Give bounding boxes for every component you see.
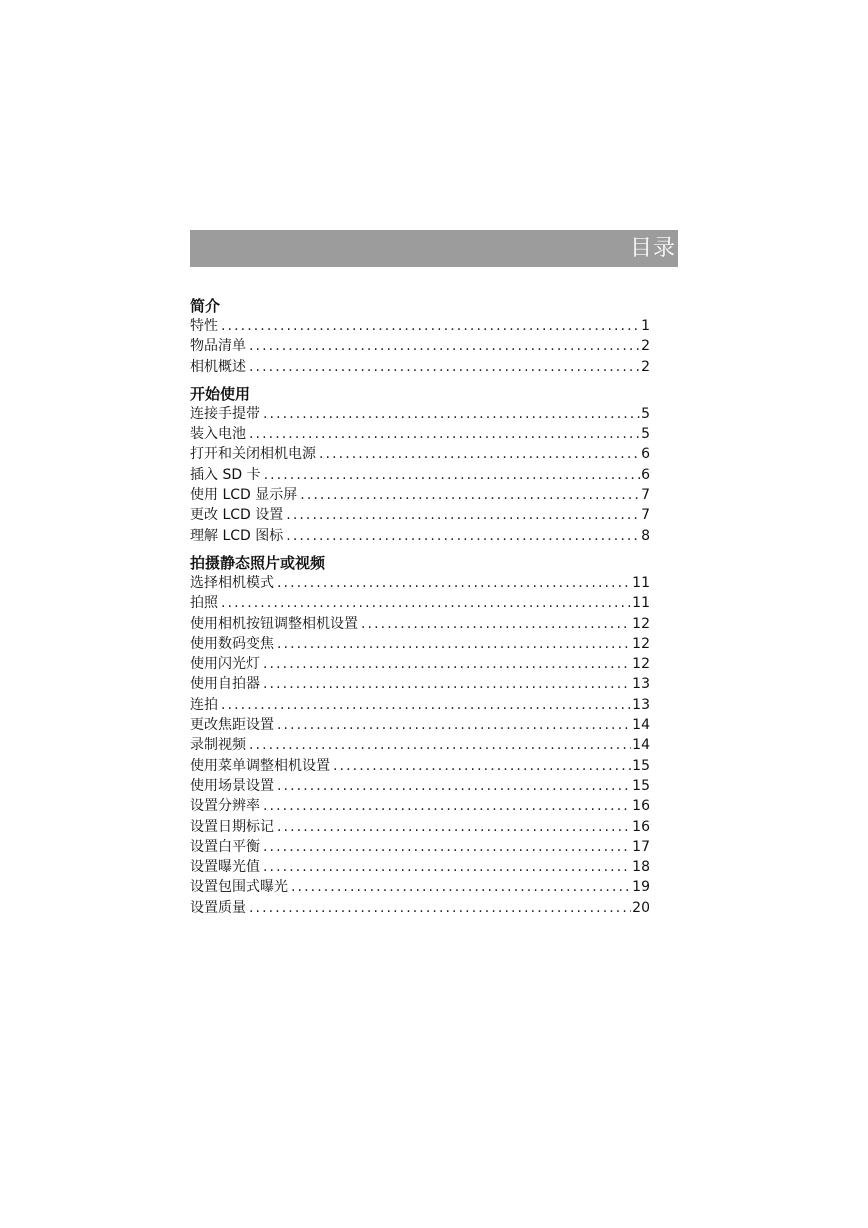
- toc-entry[interactable]: [190, 695, 650, 715]
- toc-entry[interactable]: [190, 526, 650, 546]
- toc-entry-label: 连接手提带: [190, 405, 260, 422]
- toc-entry-page-number: 6: [641, 446, 650, 463]
- toc-entry-page-number: 16: [632, 818, 650, 835]
- toc-entry-label: 连拍: [190, 696, 218, 713]
- dot-leader: [221, 695, 631, 715]
- dot-leader: [277, 776, 631, 796]
- dot-leader: [291, 877, 631, 897]
- toc-entry-page-number: 11: [632, 574, 650, 591]
- toc-entry-page-number: 14: [632, 737, 650, 754]
- toc-entry[interactable]: [190, 735, 650, 755]
- toc-entry[interactable]: [190, 715, 650, 735]
- toc-entry-page-number: 14: [632, 717, 650, 734]
- page-title: 目录: [629, 236, 676, 261]
- toc-entry[interactable]: [190, 817, 650, 837]
- toc-entry[interactable]: [190, 837, 650, 857]
- toc-entry[interactable]: [190, 857, 650, 877]
- dot-leader: [249, 357, 640, 377]
- toc-entry[interactable]: [190, 756, 650, 776]
- toc-entry-label: 更改 LCD 设置: [190, 507, 284, 524]
- toc-entry-label: 使用场景设置: [190, 777, 274, 794]
- toc-entry-page-number: 5: [641, 405, 650, 422]
- dot-leader: [249, 424, 640, 444]
- toc-entry[interactable]: [190, 776, 650, 796]
- toc-entry-label: 插入 SD 卡: [190, 466, 261, 483]
- dot-leader: [277, 634, 631, 654]
- dot-leader: [277, 817, 631, 837]
- dot-leader: [333, 756, 631, 776]
- toc-entry-label: 装入电池: [190, 426, 246, 443]
- toc-entry-page-number: 2: [641, 358, 650, 375]
- toc-entry-label: 设置质量: [190, 899, 246, 916]
- toc-entry[interactable]: [190, 505, 650, 525]
- toc-entry-page-number: 11: [632, 595, 650, 612]
- toc-entry-label: 录制视频: [190, 737, 246, 754]
- toc-entry[interactable]: [190, 485, 650, 505]
- dot-leader: [277, 715, 631, 735]
- dot-leader: [263, 857, 631, 877]
- dot-leader: [249, 735, 631, 755]
- dot-leader: [264, 465, 641, 485]
- toc-entry-page-number: 2: [641, 338, 650, 355]
- toc-entry-page-number: 16: [632, 798, 650, 815]
- toc-entry-label: 特性: [190, 318, 218, 334]
- toc-entry[interactable]: [190, 593, 650, 613]
- toc-entry-label: 更改焦距设置: [190, 717, 274, 734]
- toc-entry-label: 使用菜单调整相机设置: [190, 757, 330, 774]
- dot-leader: [361, 614, 631, 634]
- toc-entry-page-number: 17: [632, 838, 650, 855]
- dot-leader: [300, 485, 640, 505]
- section-title: 开始使用: [190, 384, 251, 403]
- toc-entry-label: 设置分辨率: [190, 798, 260, 815]
- dot-leader: [263, 654, 631, 674]
- toc-entry[interactable]: [190, 573, 650, 593]
- toc-entry-label: 设置曝光值: [190, 859, 260, 876]
- dot-leader: [221, 316, 640, 336]
- dot-leader: [249, 336, 640, 356]
- dot-leader: [263, 404, 640, 424]
- dot-leader: [263, 796, 631, 816]
- toc-header-bar: [190, 230, 678, 267]
- toc-entry-page-number: 6: [641, 466, 650, 483]
- toc-entry-label: 设置日期标记: [190, 818, 274, 835]
- toc-entry-label: 选择相机模式: [190, 574, 274, 591]
- toc-entry-page-number: 18: [632, 859, 650, 876]
- toc-entry-page-number: 13: [632, 696, 650, 713]
- toc-section: [190, 296, 650, 377]
- toc-entry-label: 理解 LCD 图标: [190, 527, 284, 544]
- toc-entry[interactable]: [190, 424, 650, 444]
- toc-entry[interactable]: [190, 614, 650, 634]
- toc-entry-label: 使用自拍器: [190, 676, 260, 693]
- toc-entry[interactable]: [190, 336, 650, 356]
- toc-entry[interactable]: [190, 654, 650, 674]
- toc-entry[interactable]: [190, 465, 650, 485]
- toc-entry[interactable]: [190, 877, 650, 897]
- toc-entry-label: 使用闪光灯: [190, 656, 260, 673]
- toc-entry-label: 设置白平衡: [190, 838, 260, 855]
- table-of-contents: [190, 296, 650, 925]
- toc-entry-page-number: 8: [641, 527, 650, 544]
- toc-entry-label: 设置包围式曝光: [190, 879, 288, 896]
- dot-leader: [277, 573, 631, 593]
- toc-entry-label: 相机概述: [190, 358, 246, 375]
- toc-entry-label: 使用 LCD 显示屏: [190, 487, 298, 504]
- toc-entry[interactable]: [190, 316, 650, 336]
- toc-entry-label: 物品清单: [190, 338, 246, 355]
- toc-entry-label: 使用数码变焦: [190, 635, 274, 652]
- dot-leader: [263, 674, 631, 694]
- toc-entry-page-number: 1: [641, 318, 650, 334]
- toc-entry[interactable]: [190, 796, 650, 816]
- toc-section: [190, 384, 650, 546]
- toc-entry-page-number: 12: [632, 615, 650, 632]
- toc-entry-page-number: 15: [632, 777, 650, 794]
- toc-entry-page-number: 20: [632, 899, 650, 916]
- dot-leader: [286, 505, 640, 525]
- toc-entry-page-number: 7: [641, 487, 650, 504]
- toc-entry-page-number: 12: [632, 656, 650, 673]
- toc-entry[interactable]: [190, 674, 650, 694]
- toc-entry[interactable]: [190, 634, 650, 654]
- dot-leader: [249, 898, 631, 918]
- toc-section: [190, 553, 650, 918]
- dot-leader: [263, 837, 631, 857]
- dot-leader: [319, 444, 640, 464]
- toc-entry-label: 拍照: [190, 595, 218, 612]
- dot-leader: [221, 593, 631, 613]
- toc-entry-label: 使用相机按钮调整相机设置: [190, 615, 358, 632]
- section-title: 拍摄静态照片或视频: [190, 553, 326, 572]
- toc-entry-page-number: 12: [632, 635, 650, 652]
- toc-entry[interactable]: [190, 444, 650, 464]
- section-title: 简介: [190, 297, 221, 315]
- toc-entry[interactable]: [190, 404, 650, 424]
- dot-leader: [286, 526, 640, 546]
- toc-entry-page-number: 19: [632, 879, 650, 896]
- toc-entry-page-number: 7: [641, 507, 650, 524]
- toc-entry-page-number: 5: [641, 426, 650, 443]
- toc-entry-label: 打开和关闭相机电源: [190, 446, 316, 463]
- toc-entry-page-number: 13: [632, 676, 650, 693]
- toc-entry[interactable]: [190, 357, 650, 377]
- toc-entry[interactable]: [190, 898, 650, 918]
- toc-entry-page-number: 15: [632, 757, 650, 774]
